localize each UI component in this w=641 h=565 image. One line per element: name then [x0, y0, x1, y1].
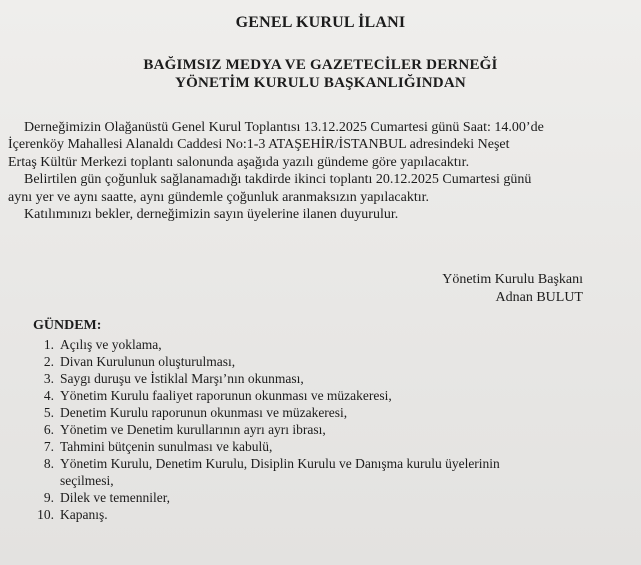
body-line: Belirtilen gün çoğunluk sağlanamadığı takdirde ikinci toplantı 20.12.2025 Cumartesi günü	[24, 172, 532, 188]
agenda-item-text: Denetim Kurulu raporunun okunması ve müzakeresi,	[60, 405, 348, 420]
agenda-item-number: 8.	[43, 456, 54, 471]
agenda-item-text: Açılış ve yoklama,	[60, 337, 162, 352]
agenda-item-number: 1.	[43, 337, 54, 352]
agenda-item-number: 6.	[43, 422, 54, 437]
body-line: Katılımınızı bekler, derneğimizin sayın üyelerine ilanen duyurulur.	[24, 207, 399, 223]
agenda-item	[32, 404, 500, 421]
agenda-item-line: Yönetim Kurulu, Denetim Kurulu, Disiplin Kurulu ve Danışma kurulu üyelerinin	[60, 456, 500, 471]
agenda-item-number: 7.	[43, 439, 54, 454]
agenda-item-text: Yönetim ve Denetim kurullarının ayrı ayrı ibrası,	[60, 422, 326, 437]
agenda-item-number: 10.	[37, 507, 54, 522]
agenda-list	[32, 336, 500, 523]
agenda-item-text: Divan Kurulunun oluşturulması,	[60, 354, 236, 369]
issuing-board: YÖNETİM KURULU BAŞKANLIĞINDAN	[175, 75, 466, 91]
signer-name: Adnan BULUT	[495, 290, 583, 305]
agenda-item	[32, 421, 500, 438]
notice-title: GENEL KURUL İLANI	[235, 14, 406, 31]
agenda-item-line: seçilmesi,	[60, 473, 114, 488]
agenda-item	[32, 455, 500, 489]
agenda-item	[32, 336, 500, 353]
agenda-item-number: 5.	[43, 405, 54, 420]
agenda-item	[32, 370, 500, 387]
agenda-item-text: Tahmini bütçenin sunulması ve kabulü,	[60, 439, 273, 454]
agenda-item-text	[60, 455, 500, 489]
signer-role: Yönetim Kurulu Başkanı	[442, 272, 583, 287]
body-line: Ertaş Kültür Merkezi toplantı salonunda aşağıda yazılı gündeme göre yapılacaktır.	[8, 154, 470, 170]
agenda-item-number: 3.	[43, 371, 54, 386]
agenda-item	[32, 353, 500, 370]
agenda-item-text: Yönetim Kurulu faaliyet raporunun okunması ve müzakeresi,	[60, 388, 392, 403]
agenda-item-text: Dilek ve temenniler,	[60, 490, 171, 505]
agenda-item	[32, 489, 500, 506]
agenda-heading: GÜNDEM:	[33, 318, 102, 333]
agenda-item	[32, 387, 500, 404]
body-line: Derneğimizin Olağanüstü Genel Kurul Toplantısı 13.12.2025 Cumartesi günü Saat: 14.00’de	[24, 120, 544, 135]
organization-name: BAĞIMSIZ MEDYA VE GAZETECİLER DERNEĞİ	[143, 57, 498, 73]
agenda-item	[32, 438, 500, 455]
agenda-item	[32, 506, 500, 523]
agenda-item-number: 9.	[43, 490, 54, 505]
agenda-item-number: 4.	[43, 388, 54, 403]
agenda-item-text: Saygı duruşu ve İstiklal Marşı’nın okunması,	[60, 371, 304, 386]
agenda-item-number: 2.	[43, 354, 54, 369]
notice-body	[8, 119, 638, 223]
agenda-item-text: Kapanış.	[60, 507, 108, 522]
body-line: aynı yer ve aynı saatte, aynı gündemle çoğunluk aranmaksızın yapılacaktır.	[8, 189, 430, 205]
signature-block	[442, 271, 583, 307]
body-line: İçerenköy Mahallesi Alanaldı Caddesi No:1-3 ATAŞEHİR/İSTANBUL adresindeki Neşet	[8, 137, 510, 153]
